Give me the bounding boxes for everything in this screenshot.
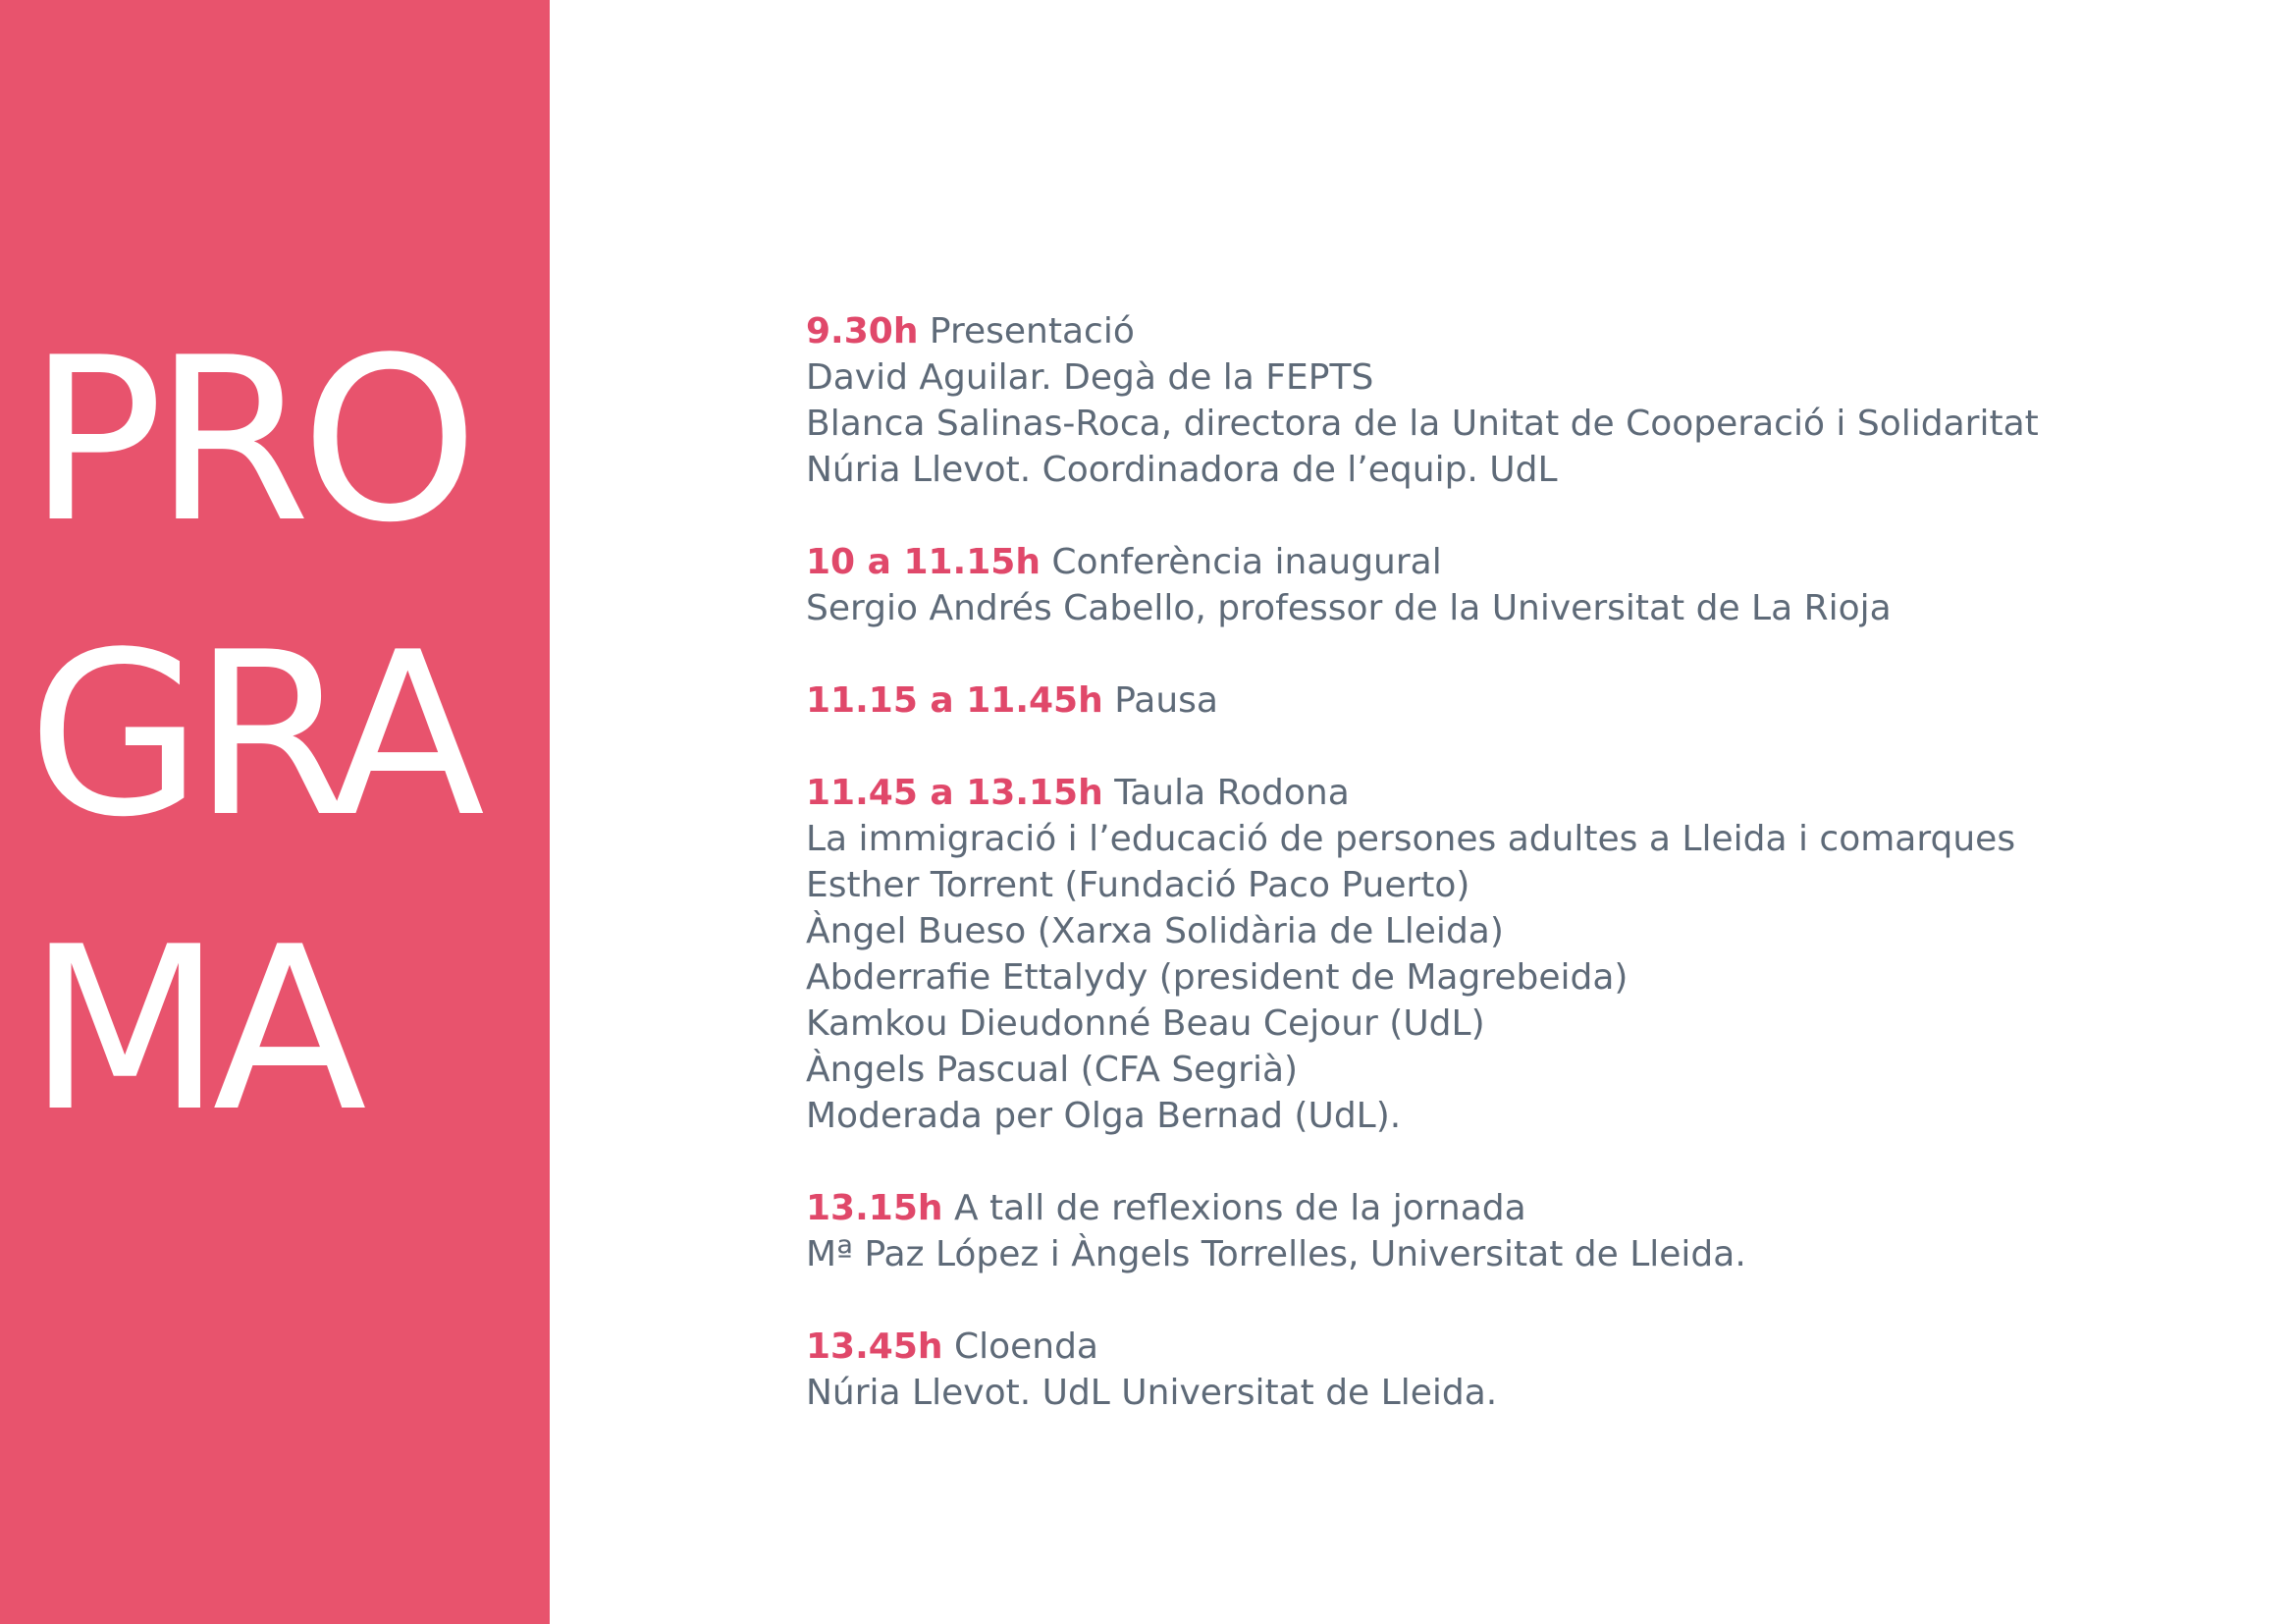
session-title: Pausa [1114,680,1218,721]
session-detail: Kamkou Dieudonné Beau Cejour (UdL) [806,1003,1485,1044]
session-heading [806,770,2259,816]
session-title: A tall de reflexions de la jornada [953,1188,1526,1228]
session-detail: Sergio Andrés Cabello, professor de la Universitat de La Rioja [806,588,1892,628]
title-line-2: GRA [27,605,476,867]
session-title: Cloenda [953,1326,1098,1367]
title-line-3: MA [27,899,357,1162]
session-detail: Moderada per Olga Bernad (UdL). [806,1096,1402,1136]
session-heading [806,677,2259,724]
session-title: Presentació [929,311,1135,352]
session-heading [806,1185,2259,1231]
session-time: 10 a 11.15h [806,542,1041,582]
session-detail: Mª Paz López i Àngels Torrelles, Universitat de Lleida. [806,1234,1746,1274]
session-detail: Àngel Bueso (Xarxa Solidària de Lleida) [806,911,1504,951]
title-line-1: PRO [27,310,469,572]
session-detail: Àngels Pascual (CFA Segrià) [806,1050,1299,1090]
session-detail: David Aguilar. Degà de la FEPTS [806,357,1374,398]
session-reflections [806,1185,2259,1277]
session-time: 11.15 a 11.45h [806,680,1103,721]
session-inaugural-conference [806,539,2259,631]
session-time: 11.45 a 13.15h [806,773,1103,813]
session-round-table [806,770,2259,1139]
session-time: 9.30h [806,311,919,352]
session-detail: Blanca Salinas-Roca, directora de la Unitat de Cooperació i Solidaritat [806,404,2039,444]
session-closing [806,1324,2259,1416]
session-time: 13.15h [806,1188,943,1228]
session-heading [806,308,2259,354]
session-heading [806,539,2259,585]
program-schedule [806,308,2259,1462]
session-time: 13.45h [806,1326,943,1367]
session-title: Taula Rodona [1114,773,1350,813]
session-detail: Núria Llevot. Coordinadora de l’equip. UdL [806,450,1558,490]
session-break [806,677,2259,724]
title-panel [0,0,550,1624]
session-detail: Núria Llevot. UdL Universitat de Lleida. [806,1373,1498,1413]
session-heading [806,1324,2259,1370]
session-detail: La immigració i l’educació de persones adultes a Lleida i comarques [806,819,2016,859]
session-detail: Abderrafie Ettalydy (president de Magrebeida) [806,957,1629,998]
session-title: Conferència inaugural [1051,542,1442,582]
session-presentation [806,308,2259,493]
program-title [27,295,475,1178]
session-detail: Esther Torrent (Fundació Paco Puerto) [806,865,1470,905]
